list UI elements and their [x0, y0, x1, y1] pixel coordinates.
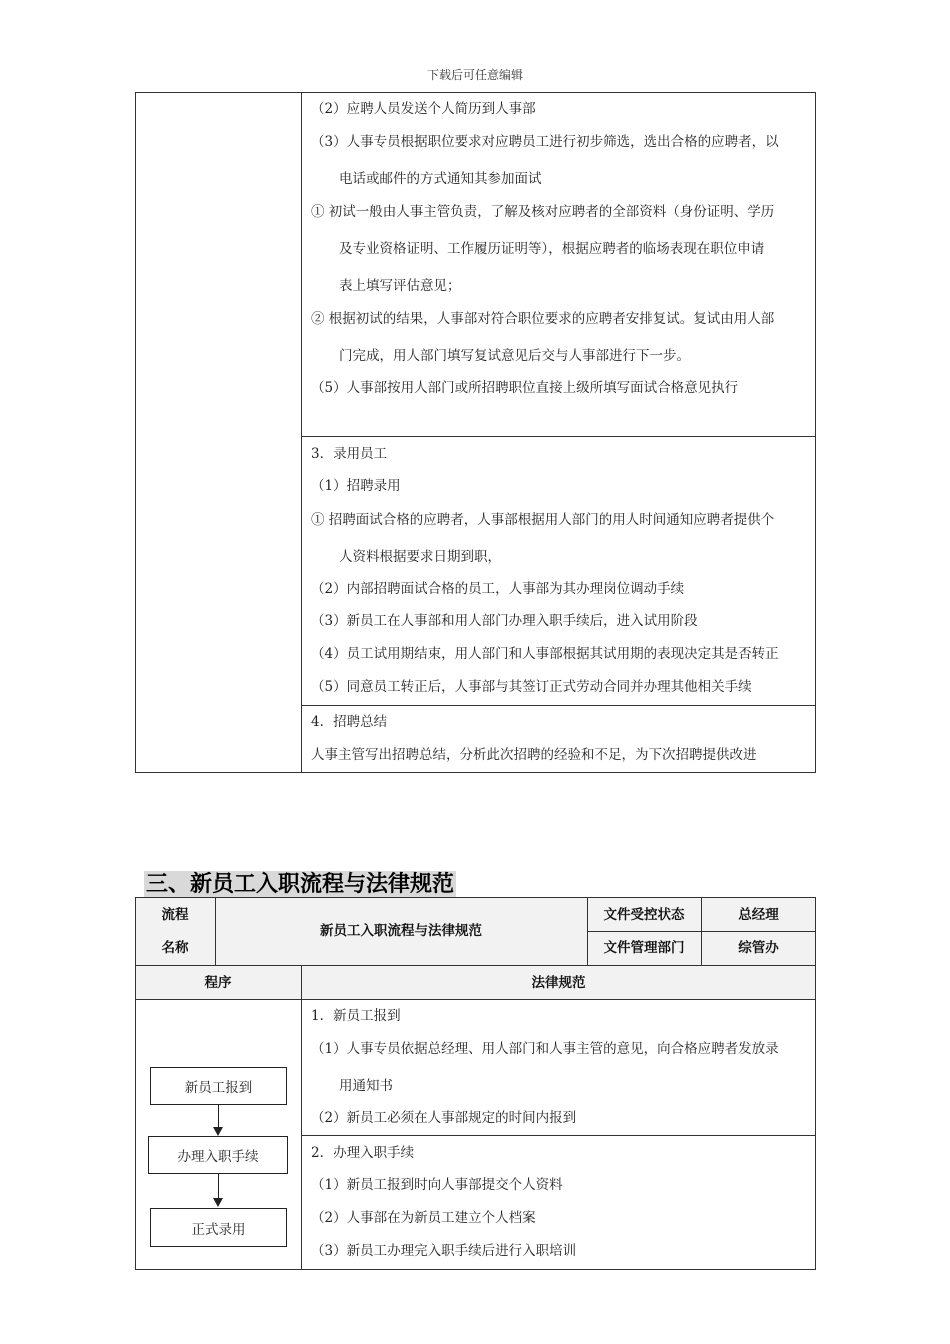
- upper-b2-line-4: （2）内部招聘面试合格的员工，人事部为其办理岗位调动手续: [311, 581, 685, 597]
- upper-b1-line-4: 及专业资格证明、工作履历证明等），根据应聘者的临场表现在职位申请: [339, 241, 765, 257]
- upper-b2-line-5: （3）新员工在人事部和用人部门办理入职手续后，进入试用阶段: [311, 613, 698, 629]
- page-header: 下载后可任意编辑: [426, 68, 523, 82]
- flow-arrow-2-line: [218, 1174, 219, 1199]
- upper-b1-line-7: 门完成，用人部门填写复试意见后交与人事部进行下一步。: [339, 348, 690, 364]
- control-status-value: 总经理: [738, 907, 779, 923]
- upper-b2-line-1: （1）招聘录用: [311, 478, 401, 494]
- manage-dept-label: 文件管理部门: [603, 940, 685, 956]
- lower-b1-line-3: （2）新员工必须在人事部规定的时间内报到: [311, 1110, 577, 1126]
- upper-table-divider: [301, 92, 302, 773]
- flow-name-value: 新员工入职流程与法律规范: [320, 923, 482, 939]
- flow-arrow-1-line: [218, 1105, 219, 1128]
- upper-b1-line-8: （5）人事部按用人部门或所招聘职位直接上级所填写面试合格意见执行: [311, 380, 739, 396]
- lower-b2-line-3: （3）新员工办理完入职手续后进行入职培训: [311, 1243, 577, 1259]
- upper-b2-line-7: （5）同意员工转正后，人事部与其签订正式劳动合同并办理其他相关手续: [311, 679, 752, 695]
- upper-b3-line-1: 人事主管写出招聘总结，分析此次招聘的经验和不足，为下次招聘提供改进: [311, 747, 757, 763]
- flow-step-hired: 正式录用: [150, 1208, 287, 1247]
- lower-h-mid: [587, 931, 816, 932]
- upper-table: [135, 92, 816, 773]
- col-procedure: 程序: [204, 975, 232, 991]
- flow-name-label-1: 流程: [161, 907, 189, 923]
- lower-b1-line-0: 1．新员工报到: [311, 1008, 401, 1024]
- lower-b1-line-1: （1）人事专员依据总经理、用人部门和人事主管的意见，向合格应聘者发放录: [311, 1041, 779, 1057]
- flow-arrow-2-head: [213, 1198, 223, 1207]
- upper-b2-line-2: ① 招聘面试合格的应聘者，人事部根据用人部门的用人时间通知应聘者提供个: [311, 512, 775, 528]
- col-legal: 法律规范: [531, 975, 586, 991]
- lower-v-main: [301, 965, 302, 1270]
- upper-b1-line-6: ② 根据初试的结果，人事部对符合职位要求的应聘者安排复试。复试由用人部: [311, 311, 775, 327]
- upper-row-sep-2: [301, 705, 816, 706]
- control-status-label: 文件受控状态: [603, 907, 685, 923]
- upper-b2-line-0: 3．录用员工: [311, 446, 388, 462]
- lower-b2-line-2: （2）人事部在为新员工建立个人档案: [311, 1210, 536, 1226]
- upper-row-sep-1: [301, 436, 816, 437]
- upper-b1-line-5: 表上填写评估意见；: [339, 278, 461, 294]
- upper-b1-line-0: （2）应聘人员发送个人简历到人事部: [311, 101, 536, 117]
- upper-b1-line-3: ① 初试一般由人事主管负责，了解及核对应聘者的全部资料（身份证明、学历: [311, 204, 775, 220]
- lower-h-2: [135, 999, 816, 1000]
- lower-b1-line-2: 用通知书: [339, 1078, 393, 1094]
- upper-b2-line-6: （4）员工试用期结束，用人部门和人事部根据其试用期的表现决定其是否转正: [311, 646, 779, 662]
- flow-step-onboarding: 办理入职手续: [148, 1136, 288, 1174]
- flow-name-label-2: 名称: [161, 940, 189, 956]
- lower-h-1: [135, 965, 816, 966]
- upper-b2-line-3: 人资料根据要求日期到职，: [339, 549, 501, 565]
- upper-b3-line-0: 4．招聘总结: [311, 714, 388, 730]
- lower-b2-line-1: （1）新员工报到时向人事部提交个人资料: [311, 1177, 563, 1193]
- upper-b1-line-2: 电话或邮件的方式通知其参加面试: [339, 171, 542, 187]
- flow-step-report: 新员工报到: [150, 1067, 287, 1105]
- section-title: 三、新员工入职流程与法律规范: [146, 871, 455, 897]
- upper-b1-line-1: （3）人事专员根据职位要求对应聘员工进行初步筛选，选出合格的应聘者，以: [311, 134, 779, 150]
- lower-h-3: [301, 1135, 816, 1136]
- lower-b2-line-0: 2．办理入职手续: [311, 1145, 415, 1161]
- flow-arrow-1-head: [213, 1127, 223, 1136]
- manage-dept-value: 综管办: [738, 940, 779, 956]
